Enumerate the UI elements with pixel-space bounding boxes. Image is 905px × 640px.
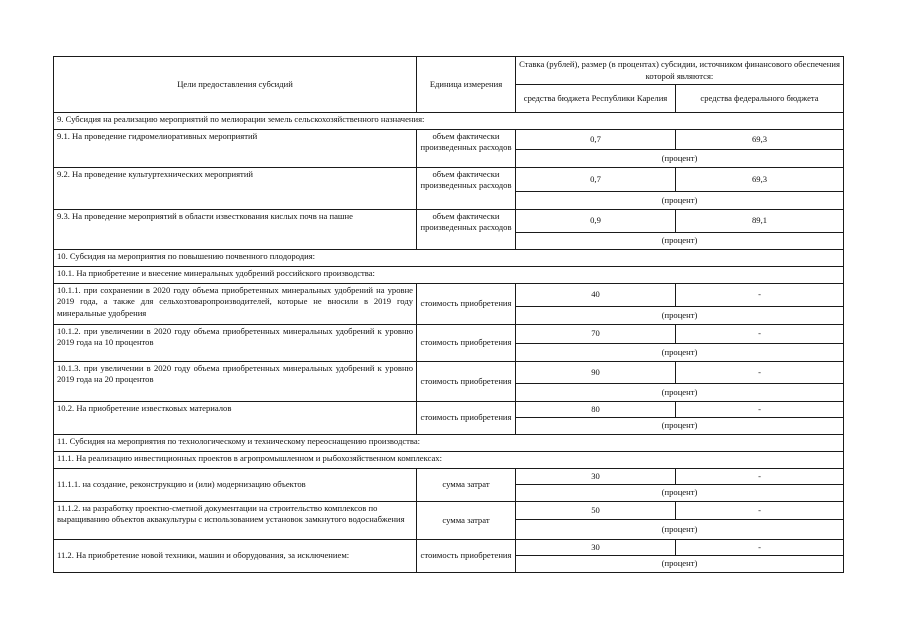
regional-rate: 0,7	[516, 168, 676, 192]
row-goal: 10.1.2. при увеличении в 2020 году объема приобретенных минеральных удобрений к уровню 2019 года на 10 процентов	[54, 325, 417, 362]
row-goal: 9.2. На проведение культуртехнических мероприятий	[54, 168, 417, 210]
federal-rate: -	[676, 402, 844, 418]
row-unit: стоимость приобретения	[417, 402, 516, 435]
federal-rate: 69,3	[676, 168, 844, 192]
regional-rate: 70	[516, 325, 676, 344]
row-unit: стоимость приобретения	[417, 540, 516, 573]
percent-label: (процент)	[516, 485, 844, 502]
federal-rate: 89,1	[676, 210, 844, 233]
header-rate: Ставка (рублей), размер (в процентах) субсидии, источником финансового обеспечения которой являются:	[516, 57, 844, 85]
regional-rate: 0,9	[516, 210, 676, 233]
row-goal: 9.3. На проведение мероприятий в области известкования кислых почв на пашне	[54, 210, 417, 250]
row-goal: 10.1.1. при сохранении в 2020 году объема приобретенных минеральных удобрений на уровне 2019 года, а также для сельхозтоваропроизводителей, которые не вносили в 2019 году минеральные удобрения	[54, 284, 417, 325]
row-goal: 9.1. На проведение гидромелиоративных мероприятий	[54, 130, 417, 168]
percent-label: (процент)	[516, 233, 844, 250]
percent-label: (процент)	[516, 384, 844, 402]
percent-label: (процент)	[516, 556, 844, 573]
row-unit: стоимость приобретения	[417, 284, 516, 325]
federal-rate: -	[676, 469, 844, 485]
percent-label: (процент)	[516, 150, 844, 168]
row-unit: сумма затрат	[417, 502, 516, 540]
subsidy-rates-table	[53, 56, 844, 573]
header-federal-budget: средства федерального бюджета	[676, 85, 844, 113]
percent-label: (процент)	[516, 307, 844, 325]
federal-rate: -	[676, 325, 844, 344]
row-goal: 11.1.1. на создание, реконструкцию и (или) модернизацию объектов	[54, 469, 417, 502]
row-goal: 11.1.2. на разработку проектно-сметной документации на строительство комплексов по выращиванию объектов аквакультуры с использованием установок замкнутого водоснабжения	[54, 502, 417, 540]
regional-rate: 50	[516, 502, 676, 520]
federal-rate: -	[676, 540, 844, 556]
regional-rate: 30	[516, 469, 676, 485]
row-unit: стоимость приобретения	[417, 325, 516, 362]
regional-rate: 40	[516, 284, 676, 307]
subsection-heading: 10.1. На приобретение и внесение минеральных удобрений российского производства:	[54, 267, 844, 284]
subsection-heading: 11.1. На реализацию инвестиционных проектов в агропромышленном и рыбохозяйственном комплексах:	[54, 452, 844, 469]
row-unit: сумма затрат	[417, 469, 516, 502]
row-unit: объем фактически произведенных расходов	[417, 210, 516, 250]
percent-label: (процент)	[516, 344, 844, 362]
regional-rate: 0,7	[516, 130, 676, 150]
percent-label: (процент)	[516, 418, 844, 435]
row-goal: 10.1.3. при увеличении в 2020 году объема приобретенных минеральных удобрений к уровню 2019 года на 20 процентов	[54, 362, 417, 402]
row-goal: 11.2. На приобретение новой техники, машин и оборудования, за исключением:	[54, 540, 417, 573]
federal-rate: -	[676, 284, 844, 307]
row-unit: объем фактически произведенных расходов	[417, 130, 516, 168]
row-unit: объем фактически произведенных расходов	[417, 168, 516, 210]
header-unit: Единица измерения	[417, 57, 516, 113]
section-heading: 11. Субсидия на мероприятия по технологическому и техническому переоснащению производства:	[54, 435, 844, 452]
regional-rate: 90	[516, 362, 676, 384]
percent-label: (процент)	[516, 192, 844, 210]
federal-rate: 69,3	[676, 130, 844, 150]
section-heading: 9. Субсидия на реализацию мероприятий по мелиорации земель сельскохозяйственного назначения:	[54, 113, 844, 130]
regional-rate: 80	[516, 402, 676, 418]
regional-rate: 30	[516, 540, 676, 556]
header-goals: Цели предоставления субсидий	[54, 57, 417, 113]
header-regional-budget: средства бюджета Республики Карелия	[516, 85, 676, 113]
federal-rate: -	[676, 502, 844, 520]
row-unit: стоимость приобретения	[417, 362, 516, 402]
percent-label: (процент)	[516, 520, 844, 540]
section-heading: 10. Субсидия на мероприятия по повышению почвенного плодородия:	[54, 250, 844, 267]
federal-rate: -	[676, 362, 844, 384]
row-goal: 10.2. На приобретение известковых материалов	[54, 402, 417, 435]
